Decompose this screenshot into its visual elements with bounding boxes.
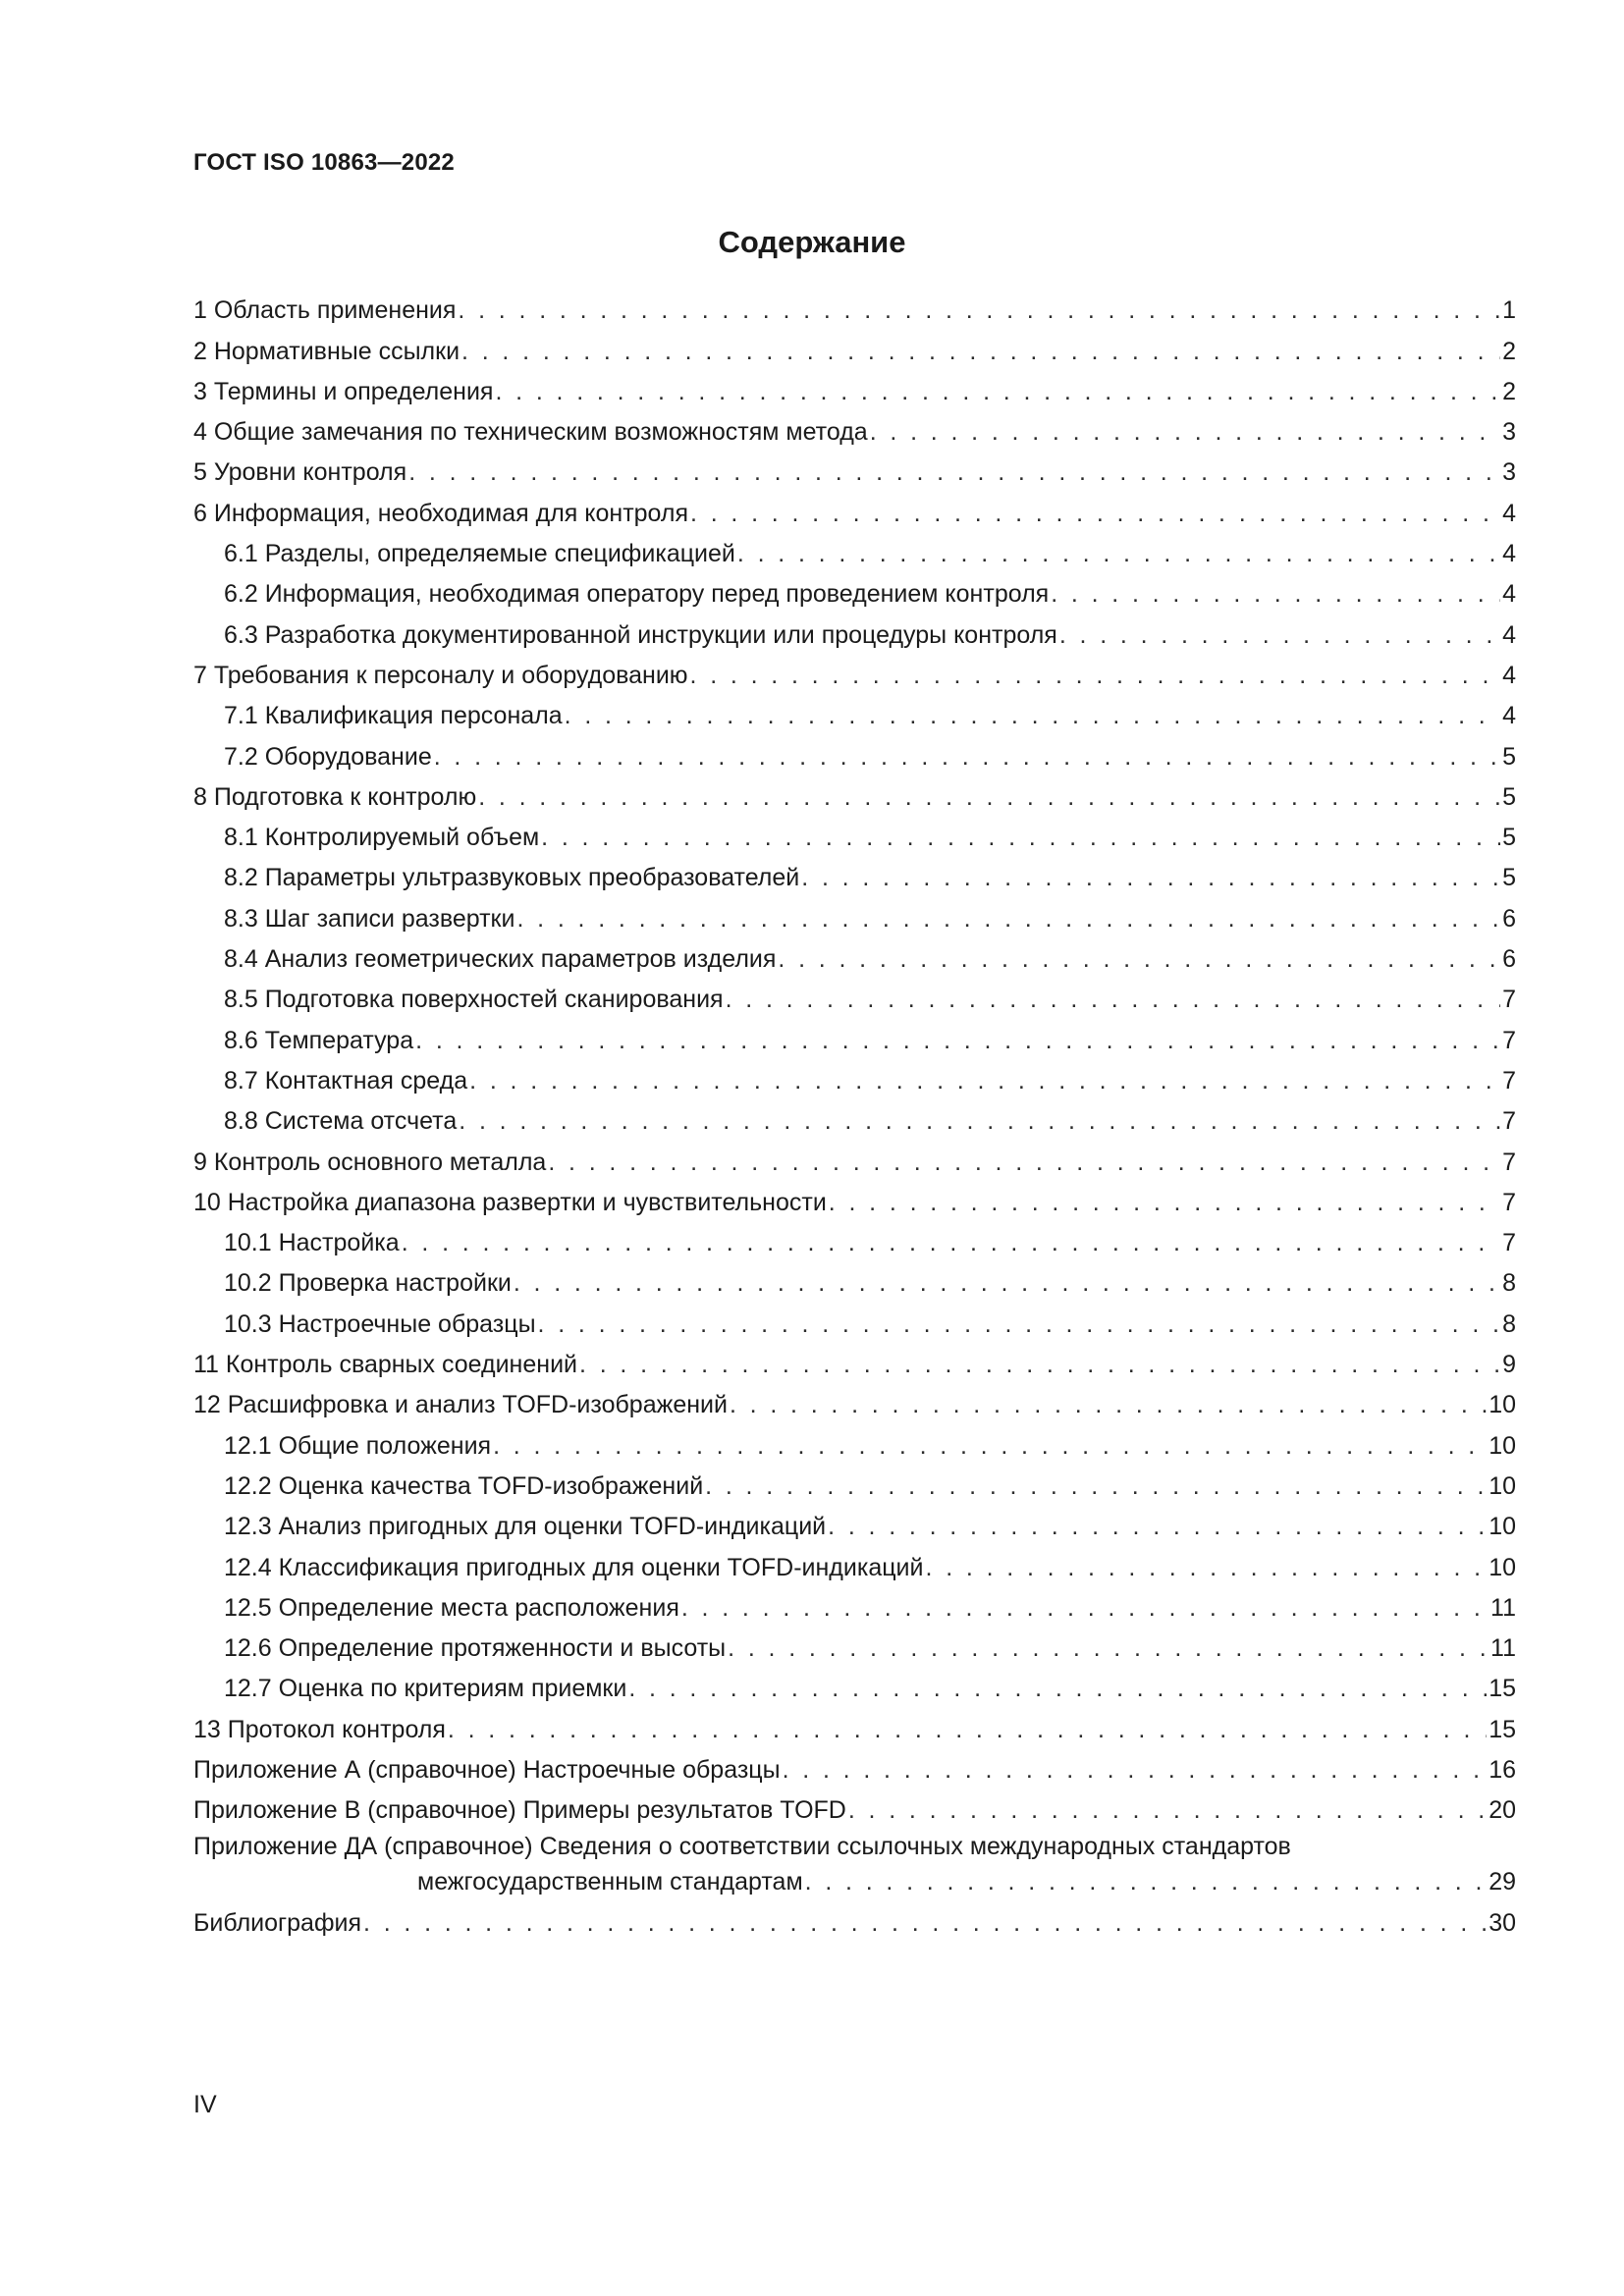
toc-entry-page: 5 [1502, 742, 1516, 771]
toc-entry-page: 10 [1489, 1513, 1516, 1541]
toc-entry-page: 10 [1489, 1391, 1516, 1419]
toc-entry-label: 2 Нормативные ссылки [193, 337, 460, 365]
toc-entry-page: 6 [1502, 945, 1516, 974]
toc-entry-label: Приложение В (справочное) Примеры результатов TOFD [193, 1796, 846, 1825]
toc-entry[interactable] [193, 1501, 1516, 1541]
dot-leader [402, 1228, 1500, 1257]
toc-entry-label: 12.2 Оценка качества TOFD-изображений [224, 1471, 704, 1500]
toc-entry-page: 10 [1489, 1431, 1516, 1460]
toc-entry-label-line1: Приложение ДА (справочное) Сведения о соответствии ссылочных международных стандартов [193, 1833, 1291, 1861]
toc-entry[interactable] [193, 730, 1516, 771]
toc-entry-label: 8.2 Параметры ультразвуковых преобразователей [224, 864, 800, 892]
dot-leader [829, 1188, 1500, 1217]
dot-leader [690, 499, 1500, 528]
dot-leader [730, 1390, 1487, 1419]
toc-entry-page: 9 [1502, 1351, 1516, 1379]
dot-leader [493, 1431, 1487, 1461]
toc-entry-label: 13 Протокол контроля [193, 1715, 446, 1743]
table-of-contents [193, 285, 1516, 1938]
dot-leader [565, 701, 1500, 730]
toc-entry-annex-da[interactable] [193, 1825, 1516, 1896]
toc-entry[interactable] [193, 1055, 1516, 1095]
page-title: Содержание [718, 225, 906, 259]
toc-entry-page: 11 [1490, 1634, 1516, 1663]
toc-entry[interactable] [193, 1541, 1516, 1581]
toc-entry-page: 7 [1502, 986, 1516, 1014]
toc-entry-page: 30 [1489, 1908, 1516, 1937]
toc-entry-page: 10 [1489, 1471, 1516, 1500]
dot-leader [705, 1471, 1487, 1501]
toc-entry-label: 10 Настройка диапазона развертки и чувствительности [193, 1188, 827, 1216]
toc-entry[interactable] [193, 1257, 1516, 1298]
dot-leader [461, 337, 1500, 366]
dot-leader [415, 1026, 1500, 1055]
toc-entry[interactable] [193, 1095, 1516, 1136]
dot-leader [514, 1268, 1500, 1298]
toc-entry-page: 11 [1490, 1593, 1516, 1622]
toc-entry[interactable] [193, 1298, 1516, 1338]
dot-leader [870, 417, 1500, 447]
toc-entry[interactable] [193, 1896, 1516, 1937]
toc-entry-page: 29 [1489, 1868, 1516, 1896]
dot-leader [726, 985, 1501, 1014]
dot-leader [801, 863, 1500, 892]
toc-entry-label: 5 Уровни контроля [193, 458, 407, 487]
toc-entry-page: 3 [1502, 458, 1516, 487]
toc-entry[interactable] [193, 1014, 1516, 1054]
toc-entry-label: 8.5 Подготовка поверхностей сканирования [224, 986, 724, 1014]
toc-entry[interactable] [193, 447, 1516, 487]
dot-leader [459, 1106, 1500, 1136]
toc-entry[interactable] [193, 366, 1516, 406]
toc-entry-page: 15 [1489, 1675, 1516, 1703]
toc-entry[interactable] [193, 1339, 1516, 1379]
toc-entry-page: 7 [1502, 1107, 1516, 1136]
toc-entry-label: 8.3 Шаг записи развертки [224, 904, 515, 933]
toc-entry-page: 4 [1502, 620, 1516, 649]
toc-entry[interactable] [193, 650, 1516, 690]
toc-entry-page: 1 [1502, 296, 1516, 325]
toc-entry-label: 12.4 Классификация пригодных для оценки TOFD-индикаций [224, 1553, 924, 1581]
toc-entry-label: Приложение А (справочное) Настроечные образцы [193, 1755, 781, 1784]
toc-entry[interactable] [193, 974, 1516, 1014]
dot-leader [495, 377, 1500, 406]
dot-leader [828, 1512, 1487, 1541]
toc-entry-page: 3 [1502, 418, 1516, 447]
dot-leader [516, 904, 1500, 934]
dot-leader [548, 1148, 1500, 1177]
toc-entry-label: 10.3 Настроечные образцы [224, 1309, 536, 1338]
toc-entry-page: 7 [1502, 1148, 1516, 1176]
toc-entry[interactable] [193, 1379, 1516, 1419]
toc-entry[interactable] [193, 285, 1516, 325]
toc-entry-page: 15 [1489, 1715, 1516, 1743]
toc-entry-label: 10.2 Проверка настройки [224, 1269, 512, 1298]
toc-entry[interactable] [193, 852, 1516, 892]
toc-entry[interactable] [193, 528, 1516, 568]
toc-entry[interactable] [193, 568, 1516, 609]
document-code: ГОСТ ISO 10863—2022 [193, 149, 455, 176]
toc-entry-label: 1 Область применения [193, 296, 457, 325]
toc-entry-page: 8 [1502, 1269, 1516, 1298]
toc-entry-page: 7 [1502, 1229, 1516, 1257]
toc-entry-page: 4 [1502, 702, 1516, 730]
toc-entry-label: 8 Подготовка к контролю [193, 782, 477, 811]
page-footer-number: IV [193, 2091, 217, 2118]
toc-entry-label: 8.7 Контактная среда [224, 1066, 468, 1095]
toc-entry[interactable] [193, 487, 1516, 527]
toc-entry[interactable] [193, 1217, 1516, 1257]
toc-entry[interactable] [193, 1461, 1516, 1501]
dot-leader [848, 1795, 1487, 1825]
dot-leader [541, 823, 1500, 852]
toc-entry-label: 6 Информация, необходимая для контроля [193, 499, 689, 527]
toc-entry[interactable] [193, 892, 1516, 933]
dot-leader [805, 1867, 1488, 1896]
dot-leader [628, 1674, 1487, 1703]
toc-entry-label: 10.1 Настройка [224, 1229, 400, 1257]
toc-entry[interactable] [193, 1785, 1516, 1825]
toc-entry[interactable] [193, 1136, 1516, 1176]
toc-entry-page: 6 [1502, 904, 1516, 933]
toc-entry-label: 8.1 Контролируемый объем [224, 824, 540, 852]
dot-leader [469, 1066, 1500, 1095]
toc-entry[interactable] [193, 812, 1516, 852]
dot-leader [579, 1350, 1500, 1379]
toc-entry[interactable] [193, 690, 1516, 730]
dot-leader [478, 782, 1500, 812]
toc-entry-label-line2-row [193, 1865, 1516, 1896]
toc-entry-page: 5 [1502, 824, 1516, 852]
toc-entry-label: 4 Общие замечания по техническим возможностям метода [193, 418, 868, 447]
toc-entry-label: 3 Термины и определения [193, 377, 494, 405]
toc-entry-page: 7 [1502, 1066, 1516, 1095]
toc-entry-label: 7.2 Оборудование [224, 742, 432, 771]
dot-leader [1059, 620, 1500, 650]
dot-leader [448, 1715, 1487, 1744]
toc-entry-page: 7 [1502, 1188, 1516, 1216]
dot-leader [434, 742, 1500, 772]
toc-entry-page: 4 [1502, 540, 1516, 568]
toc-entry-label: 8.4 Анализ геометрических параметров изделия [224, 945, 777, 974]
dot-leader [728, 1633, 1489, 1663]
dot-leader [783, 1755, 1488, 1785]
toc-entry[interactable] [193, 1419, 1516, 1460]
toc-entry[interactable] [193, 1623, 1516, 1663]
toc-entry-page: 7 [1502, 1026, 1516, 1054]
dot-leader [690, 661, 1501, 690]
toc-entry-label: 12.1 Общие положения [224, 1431, 492, 1460]
toc-entry-label: 12.3 Анализ пригодных для оценки TOFD-индикаций [224, 1513, 827, 1541]
toc-entry-page: 2 [1502, 337, 1516, 365]
toc-entry-label: 9 Контроль основного металла [193, 1148, 547, 1176]
toc-entry-page: 4 [1502, 661, 1516, 689]
dot-leader [363, 1908, 1487, 1938]
dot-leader [778, 944, 1500, 974]
toc-entry-page: 4 [1502, 580, 1516, 609]
toc-entry[interactable] [193, 772, 1516, 812]
toc-entry-label: 12.5 Определение места расположения [224, 1593, 679, 1622]
toc-entry-label: 8.6 Температура [224, 1026, 414, 1054]
toc-entry[interactable] [193, 1582, 1516, 1623]
toc-entry-label: 8.8 Система отсчета [224, 1107, 458, 1136]
toc-entry-label: 7 Требования к персоналу и оборудованию [193, 661, 688, 689]
toc-entry-page: 10 [1489, 1553, 1516, 1581]
dot-leader [737, 539, 1500, 568]
toc-entry-label: 12 Расшифровка и анализ TOFD-изображений [193, 1391, 728, 1419]
toc-entry-label: 7.1 Квалификация персонала [224, 702, 563, 730]
toc-entry[interactable] [193, 1744, 1516, 1785]
toc-entry[interactable] [193, 406, 1516, 447]
toc-entry[interactable] [193, 1663, 1516, 1703]
toc-entry-page: 16 [1489, 1755, 1516, 1784]
toc-entry-label: Библиография [193, 1908, 362, 1937]
toc-entry-label: 6.2 Информация, необходимая оператору перед проведением контроля [224, 580, 1050, 609]
dot-leader [1051, 579, 1500, 609]
toc-entry-page: 2 [1502, 377, 1516, 405]
dot-leader [538, 1309, 1501, 1339]
toc-entry-label-line2: межгосударственным стандартам [417, 1868, 803, 1896]
toc-entry[interactable] [193, 325, 1516, 365]
toc-entry-label: 11 Контроль сварных соединений [193, 1351, 578, 1379]
toc-entry-label: 6.1 Разделы, определяемые спецификацией [224, 540, 735, 568]
toc-entry-label: 6.3 Разработка документированной инструкции или процедуры контроля [224, 620, 1057, 649]
dot-leader [408, 457, 1500, 487]
toc-entry-page: 8 [1502, 1309, 1516, 1338]
toc-entry-page: 5 [1502, 864, 1516, 892]
dot-leader [926, 1553, 1488, 1582]
toc-entry-label: 12.7 Оценка по критериям приемки [224, 1675, 627, 1703]
dot-leader [681, 1593, 1489, 1623]
toc-entry-page: 4 [1502, 499, 1516, 527]
dot-leader [458, 295, 1500, 325]
toc-entry-label: 12.6 Определение протяженности и высоты [224, 1634, 727, 1663]
toc-entry[interactable] [193, 609, 1516, 649]
toc-entry[interactable] [193, 934, 1516, 974]
toc-entry-page: 5 [1502, 782, 1516, 811]
toc-entry-page: 20 [1489, 1796, 1516, 1825]
toc-entry[interactable] [193, 1177, 1516, 1217]
toc-entry[interactable] [193, 1703, 1516, 1743]
